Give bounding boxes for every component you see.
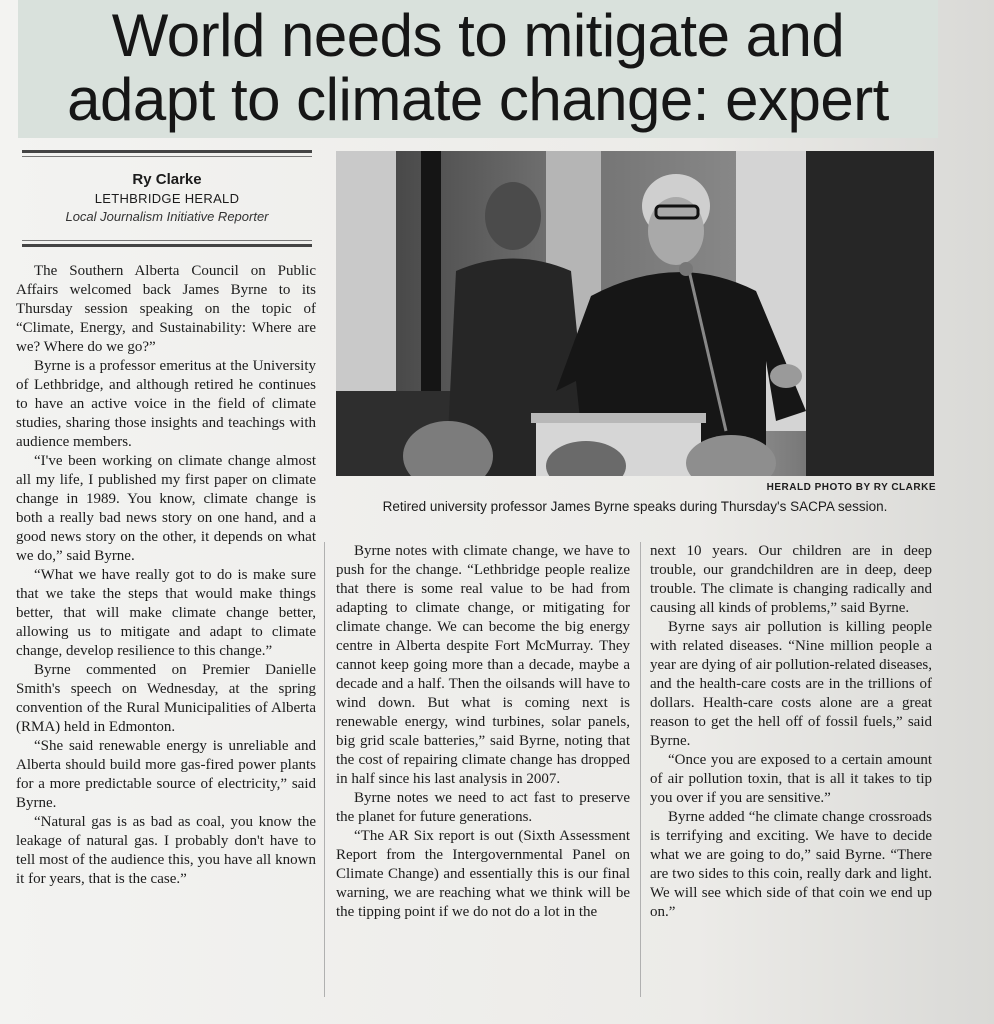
headline-line-1: World needs to mitigate and xyxy=(111,2,845,69)
article-paragraph: Byrne is a professor emeritus at the University of Lethbridge, and although retired he continues to have an active voice in the field of climate studies, sharing those insights and teachings with audience members. xyxy=(16,358,316,450)
photo-caption: Retired university professor James Byrne speaks during Thursday's SACPA session. xyxy=(382,499,888,514)
article-column-3 xyxy=(650,542,932,922)
article-paragraph: Byrne notes we need to act fast to preserve the planet for future generations. xyxy=(336,790,630,825)
photo-illustration xyxy=(336,151,934,476)
article-paragraph: “The AR Six report is out (Sixth Assessment Report from the Intergovernmental Panel on Climate Change) and essentially this is our final warning, we are reaching what we think will be the tipping point if we do not do a lot in the xyxy=(336,828,630,920)
article-paragraph: Byrne added “he climate change crossroads is terrifying and exciting. We have to decide what we are going to do,” said Byrne. “There are two sides to this coin, really dark and light. We will see which side of that coin we end up on.” xyxy=(650,809,932,920)
byline-top-rule xyxy=(22,150,312,153)
article-paragraph: “I've been working on climate change almost all my life, I published my first paper on climate change in 1989. You know, climate change is both a really bad news story on one hand, and a good news story on the other, it depends on what we do,” said Byrne. xyxy=(16,453,316,564)
byline-author: Ry Clarke xyxy=(132,171,202,188)
article-paragraph: The Southern Alberta Council on Public Affairs welcomed back James Byrne to its Thursday session speaking on the topic of “Climate, Energy, and Sustainability: Where are we? Where do we go?” xyxy=(16,263,316,355)
article-column-2 xyxy=(336,542,630,922)
column-divider xyxy=(324,542,325,997)
headline xyxy=(18,0,938,138)
article-paragraph: “What we have really got to do is make sure that we take the steps that would make things better, that will make climate change better, allowing us to mitigate and adapt to climate change, develop resilience to this change.” xyxy=(16,567,316,659)
article-column-1 xyxy=(16,262,316,889)
byline-bottom-rule-thin xyxy=(22,240,312,241)
article-paragraph: “Natural gas is as bad as coal, you know the leakage of natural gas. I probably don't have to tell most of the audience this, you have all known it for years, that is the case.” xyxy=(16,814,316,887)
article-paragraph: “Once you are exposed to a certain amount of air pollution toxin, that is all it takes to tip you over if you are sensitive.” xyxy=(650,752,932,806)
byline-bottom-rule xyxy=(22,244,312,247)
column-divider xyxy=(640,542,641,997)
article-paragraph-continued: next 10 years. Our children are in deep trouble, our grandchildren are in deep, deep trouble. The climate is changing radically and causing all kinds of problems,” said Byrne. xyxy=(650,543,932,616)
photo-credit: HERALD PHOTO BY RY CLARKE xyxy=(766,482,936,493)
byline-paper: LETHBRIDGE HERALD xyxy=(94,191,240,206)
article-paragraph: Byrne notes with climate change, we have to push for the change. “Lethbridge people realize that there is some real value to be had from adapting to climate change, or mitigating for climate change. We can become the big energy centre in Alberta despite Fort McMurray. They cannot keep going more than a decade, maybe a decade and a half. Then the oilsands will have to wind down. But what is coming next is renewable energy, wind turbines, solar panels, big grid scale batteries,” said Byrne, noting that the cost of repairing climate change has dropped in half since his last analysis in 2007. xyxy=(336,543,630,787)
byline-role: Local Journalism Initiative Reporter xyxy=(65,209,269,224)
news-photo xyxy=(336,151,934,476)
article-paragraph: Byrne commented on Premier Danielle Smith's speech on Wednesday, at the spring convention of the Rural Municipalities of Alberta (RMA) held in Edmonton. xyxy=(16,662,316,735)
byline-top-rule-thin xyxy=(22,156,312,157)
byline xyxy=(22,170,312,226)
article-paragraph: Byrne says air pollution is killing people with related diseases. “Nine million people a year are dying of air pollution-related diseases, and the health-care costs are in the trillions of dollars. Health-care costs alone are a great reason to get the hell off of fossil fuels,” said Byrne. xyxy=(650,619,932,749)
article-paragraph: “She said renewable energy is unreliable and Alberta should build more gas-fired power plants for a more predictable source of electricity,” said Byrne. xyxy=(16,738,316,811)
headline-line-2: adapt to climate change: expert xyxy=(67,66,889,133)
